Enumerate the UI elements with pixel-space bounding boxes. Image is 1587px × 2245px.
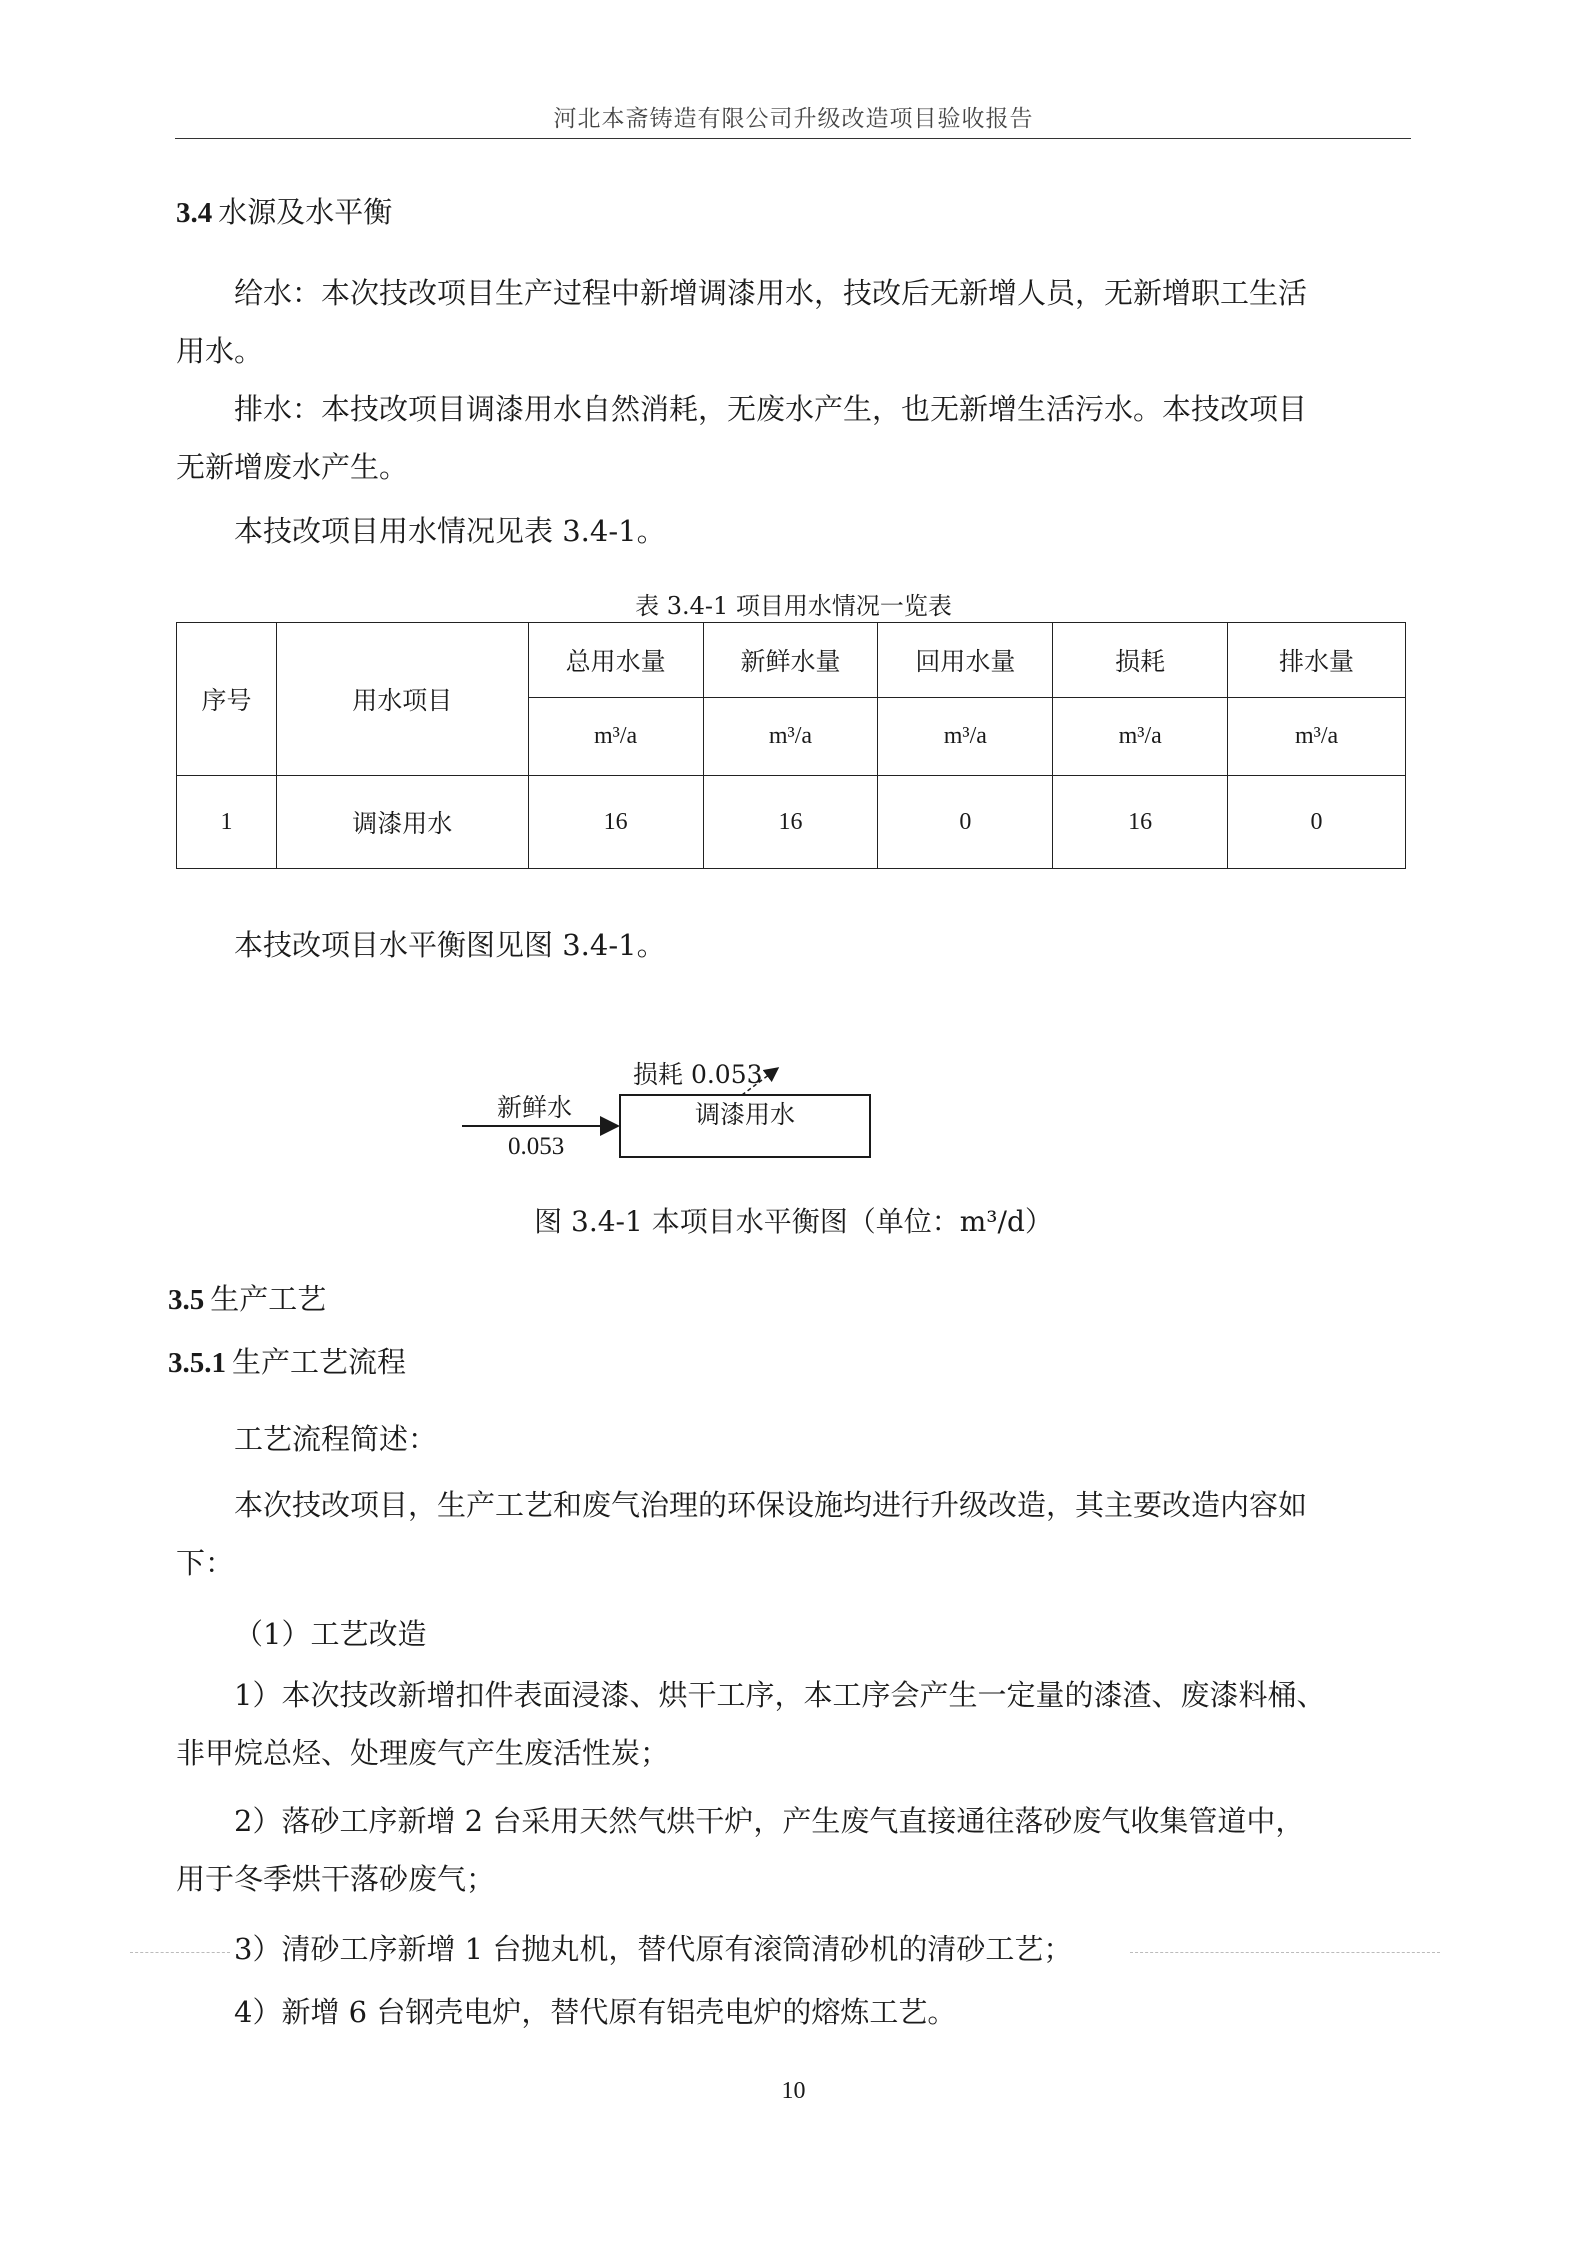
unit-loss: m³/a [1053, 698, 1228, 776]
paragraph-table-reference: 本技改项目用水情况见表 3.4-1。 [234, 514, 666, 548]
input-label: 新鲜水 [497, 1093, 573, 1122]
unit-fresh: m³/a [703, 698, 878, 776]
section-title: 水源及水平衡 [218, 195, 393, 229]
header-total: 总用水量 [528, 623, 703, 698]
paragraph-process-intro: 工艺流程简述： [234, 1422, 438, 1456]
page-number: 10 [781, 2078, 806, 2104]
section-number: 3.5 [168, 1284, 205, 1316]
cell-no: 1 [177, 776, 277, 869]
scan-artifact-right [1130, 1952, 1440, 1953]
paragraph-water-supply-cont: 用水。 [176, 334, 264, 368]
list-item-2: 2）落砂工序新增 2 台采用天然气烘干炉，产生废气直接通往落砂废气收集管道中， [234, 1804, 1305, 1838]
paragraph-figure-reference: 本技改项目水平衡图见图 3.4-1。 [234, 928, 666, 962]
section-title: 生产工艺 [210, 1282, 327, 1316]
unit-recycle: m³/a [878, 698, 1053, 776]
list-heading-process-upgrade: （1）工艺改造 [234, 1617, 427, 1651]
cell-recycle: 0 [878, 776, 1053, 869]
paragraph-process-main-cont: 下： [176, 1546, 235, 1580]
list-item-1: 1）本次技改新增扣件表面浸漆、烘干工序，本工序会产生一定量的漆渣、废漆料桶、 [234, 1678, 1326, 1712]
header-recycle: 回用水量 [878, 623, 1053, 698]
cell-total: 16 [528, 776, 703, 869]
paragraph-drainage-cont: 无新增废水产生。 [176, 450, 409, 484]
figure-caption: 图 3.4-1 本项目水平衡图（单位：m³/d） [534, 1205, 1053, 1238]
paragraph-drainage: 排水：本技改项目调漆用水自然消耗，无废水产生，也无新增生活污水。本技改项目 [234, 392, 1308, 426]
paragraph-water-supply: 给水：本次技改项目生产过程中新增调漆用水，技改后无新增人员，无新增职工生活 [234, 276, 1308, 310]
list-item-2-cont: 用于冬季烘干落砂废气； [176, 1862, 496, 1896]
header-rule [175, 138, 1411, 139]
header-loss: 损耗 [1053, 623, 1228, 698]
subsection-number: 3.5.1 [168, 1347, 226, 1379]
cell-item: 调漆用水 [276, 776, 528, 869]
header-no: 序号 [177, 623, 277, 776]
section-heading-3-4 [176, 190, 392, 231]
subsection-heading-3-5-1 [168, 1340, 406, 1381]
list-item-1-cont: 非甲烷总烃、处理废气产生废活性炭； [176, 1736, 670, 1770]
header-fresh: 新鲜水量 [703, 623, 878, 698]
loss-label: 损耗 0.053 [633, 1060, 763, 1089]
scan-artifact-left [130, 1952, 230, 1953]
list-item-4: 4）新增 6 台钢壳电炉，替代原有铝壳电炉的熔炼工艺。 [234, 1995, 957, 2029]
header-discharge: 排水量 [1228, 623, 1406, 698]
cell-fresh: 16 [703, 776, 878, 869]
input-value: 0.053 [508, 1133, 565, 1160]
cell-loss: 16 [1053, 776, 1228, 869]
process-box-label: 调漆用水 [694, 1100, 795, 1129]
header-item: 用水项目 [276, 623, 528, 776]
list-item-3: 3）清砂工序新增 1 台抛丸机，替代原有滚筒清砂机的清砂工艺； [234, 1932, 1073, 1966]
water-usage-table [176, 622, 1406, 869]
section-number: 3.4 [176, 197, 213, 229]
paragraph-process-main: 本次技改项目，生产工艺和废气治理的环保设施均进行升级改造，其主要改造内容如 [234, 1488, 1308, 1522]
unit-discharge: m³/a [1228, 698, 1406, 776]
unit-total: m³/a [528, 698, 703, 776]
section-heading-3-5 [168, 1277, 326, 1318]
running-header: 河北本斋铸造有限公司升级改造项目验收报告 [553, 106, 1034, 132]
subsection-title: 生产工艺流程 [232, 1345, 407, 1379]
table-caption: 表 3.4-1 项目用水情况一览表 [635, 592, 952, 620]
table-row [177, 776, 1406, 869]
cell-discharge: 0 [1228, 776, 1406, 869]
